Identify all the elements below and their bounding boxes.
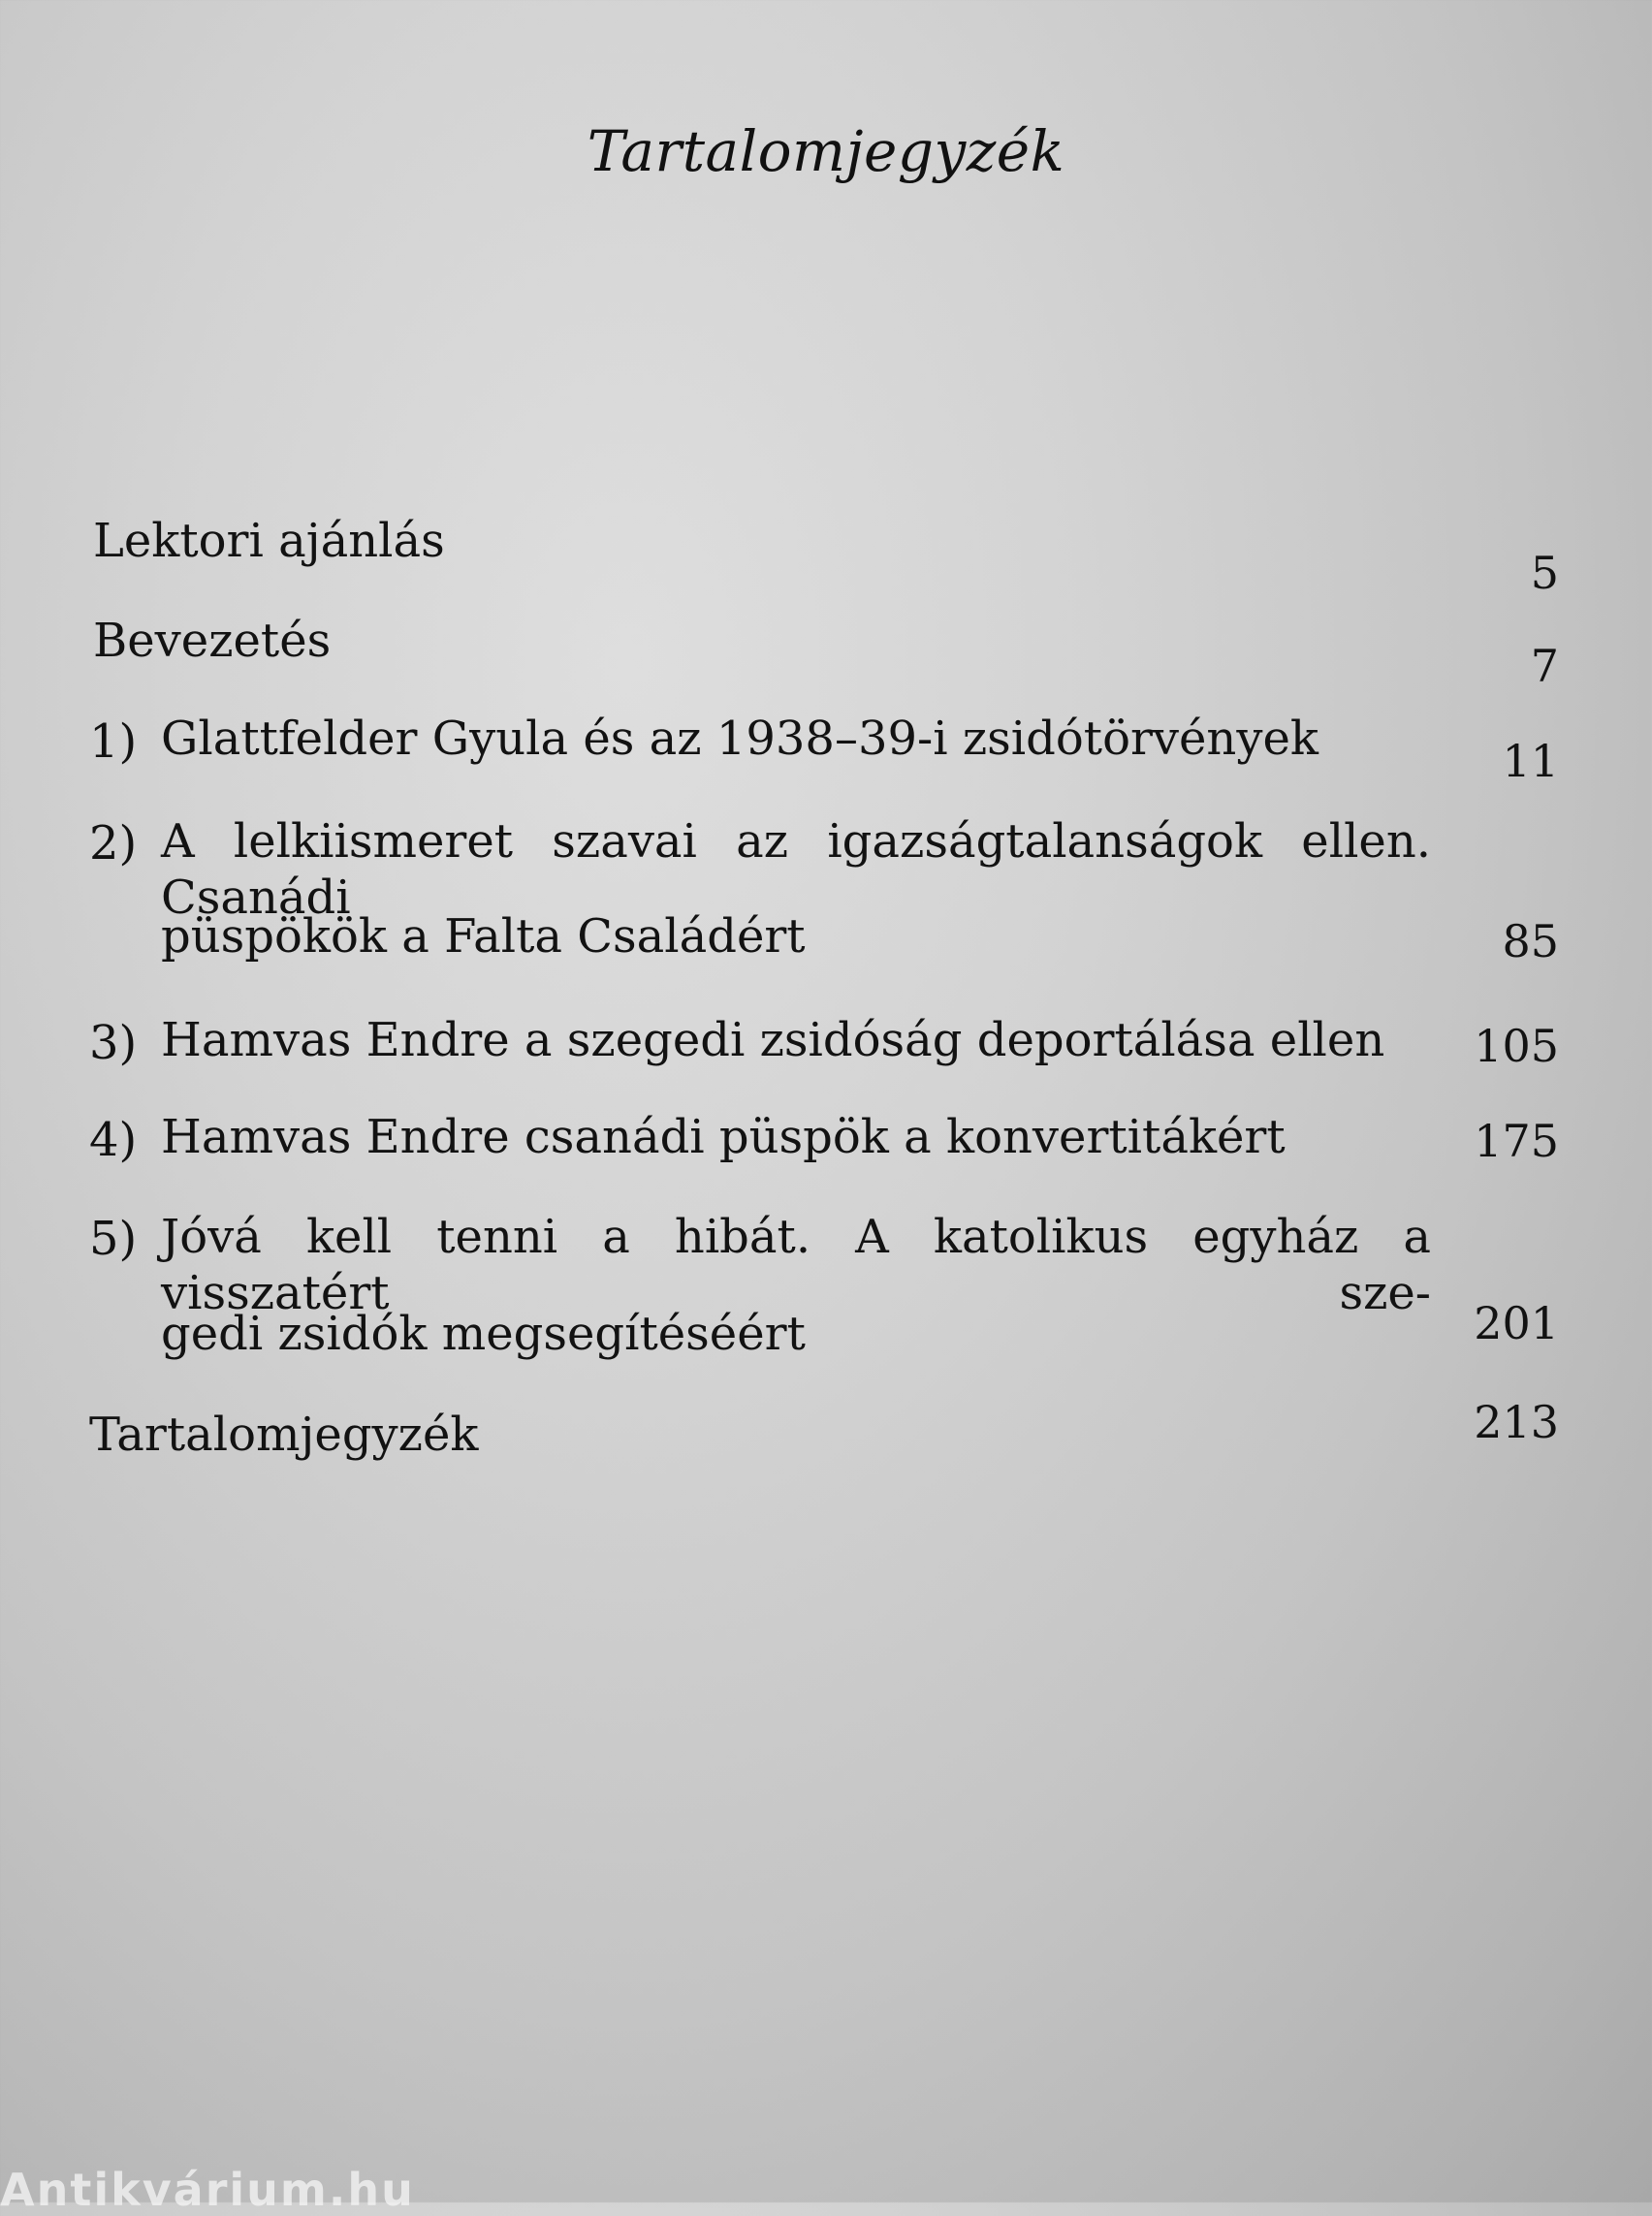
toc-page-number: 201: [1474, 1297, 1559, 1349]
toc-entry-chapter-5: [161, 1210, 1431, 1321]
toc-entry-chapter-5-continued: [161, 1307, 806, 1363]
toc-entry-chapter-2-continued: [161, 909, 806, 966]
toc-entry-number: 5): [89, 1212, 138, 1266]
toc-page-number: 7: [1530, 640, 1559, 692]
toc-entry-label: Hamvas Endre a szegedi zsidóság deportálása ellen: [161, 1013, 1385, 1067]
page-title: Tartalomjegyzék: [587, 118, 1065, 184]
toc-entry-bevezetes: [93, 614, 331, 670]
toc-entry-label: Tartalomjegyzék: [89, 1408, 479, 1462]
toc-entry-label: Bevezetés: [93, 614, 332, 668]
toc-entry-lektori-ajanlas: [93, 514, 445, 570]
toc-entry-chapter-1: [161, 712, 1318, 768]
toc-entry-label: Lektori ajánlás: [93, 514, 445, 568]
toc-entry-number: 1): [89, 714, 138, 769]
toc-entry-label-line-2: püspökök a Falta Családért: [161, 909, 806, 964]
toc-entry-number: 4): [89, 1113, 138, 1167]
toc-page-number: 105: [1474, 1020, 1559, 1072]
toc-entry-tartalomjegyzek: [89, 1408, 478, 1464]
toc-entry-number: 2): [89, 816, 138, 871]
toc-entry-label: Glattfelder Gyula és az 1938–39-i zsidótörvények: [161, 712, 1318, 766]
toc-page-number: 85: [1502, 915, 1559, 967]
watermark: Antikvárium.hu: [0, 2164, 415, 2216]
toc-entry-label: Hamvas Endre csanádi püspök a konvertitákért: [161, 1110, 1286, 1164]
toc-entry-label-line-2: gedi zsidók megsegítéséért: [161, 1307, 806, 1361]
toc-page-number: 11: [1502, 735, 1559, 787]
toc-entry-number: 3): [89, 1016, 138, 1070]
toc-entry-chapter-3: [161, 1013, 1384, 1069]
toc-entry-label-line-1: Jóvá kell tenni a hibát. A katolikus egyház a visszatért sze-: [161, 1210, 1431, 1320]
toc-entry-chapter-4: [161, 1110, 1286, 1166]
toc-page-number: 175: [1474, 1115, 1559, 1167]
toc-entry-label-line-1: A lelkiismeret szavai az igazságtalanságok ellen. Csanádi: [161, 814, 1431, 925]
toc-page-number: 5: [1530, 547, 1559, 599]
toc-page-number: 213: [1474, 1396, 1559, 1448]
